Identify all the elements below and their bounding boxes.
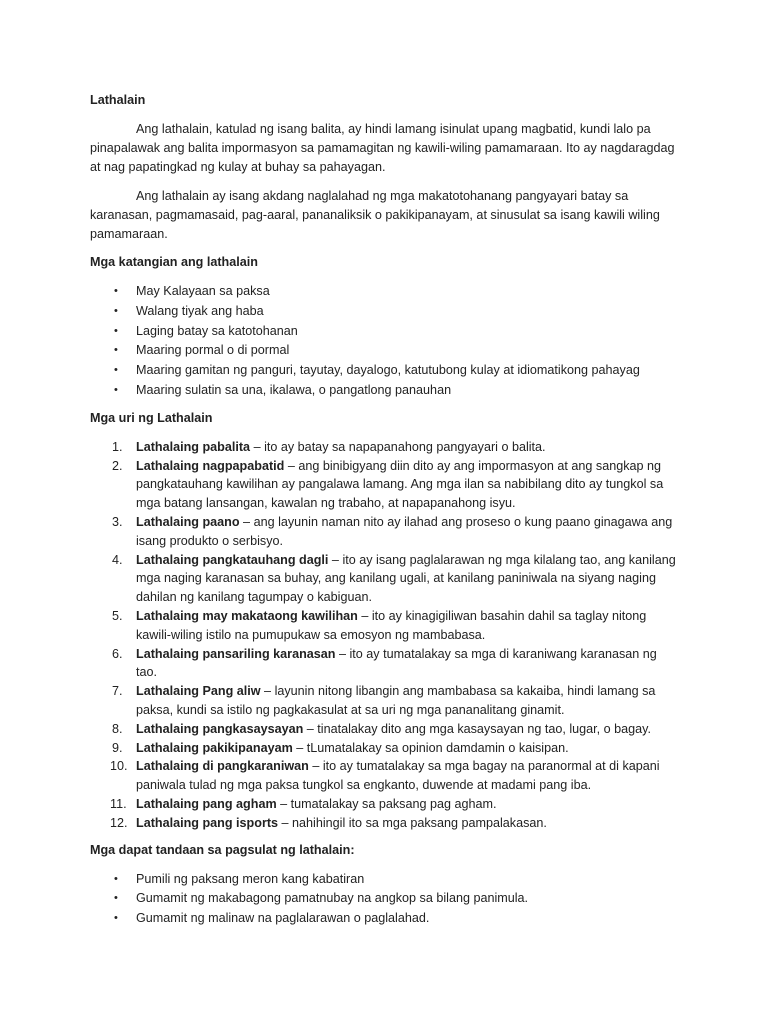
item-term: Lathalaing pangkasaysayan (136, 721, 304, 736)
item-number: 12. (110, 815, 128, 830)
item-description: – tLumatalakay sa opinion damdamin o kaisipan. (292, 740, 569, 755)
bullet-icon: • (114, 912, 118, 925)
item-number: 3. (112, 514, 123, 529)
list-item: • Maaring pormal o di pormal (114, 341, 680, 361)
item-number: 10. (110, 759, 128, 774)
bullet-icon: • (114, 285, 118, 297)
list-item: • Laging batay sa katotohanan (114, 322, 680, 342)
item-description: – ito ay kinagigiliwan basahin dahil sa taglay nitong kawili-wiling istilo na pumupukaw sa emosyon ng mambabasa. (136, 608, 647, 642)
list-item (90, 438, 680, 457)
list-item (90, 551, 680, 607)
item-term: Lathalaing di pangkaraniwan (136, 759, 309, 774)
list-item (90, 607, 680, 645)
uri-heading: Mga uri ng Lathalain (90, 410, 213, 425)
list-item (90, 645, 680, 683)
item-term: Lathalaing may makataong kawilihan (136, 608, 358, 623)
item-description: – nahihingil ito sa mga paksang pampalakasan. (278, 815, 547, 830)
list-item (90, 720, 680, 739)
item-description: – ito ay isang paglalarawan ng mga kilalang tao, ang kanilang mga naging karanasan sa buhay, ang kanilang ugali, at kanilang paniniwala na siyang naging dahilan ng kanilang tagumpay o kabiguan. (136, 552, 676, 605)
item-number: 9. (112, 740, 123, 755)
list-item (90, 739, 680, 758)
list-item (90, 682, 680, 720)
list-item (90, 757, 680, 795)
item-description: – ito ay tumatalakay sa mga di karaniwang karanasan ng tao. (136, 646, 657, 680)
item-number: 6. (112, 646, 123, 661)
item-term: Lathalaing pabalita (136, 439, 251, 454)
item-term: Lathalaing pansariling karanasan (136, 646, 336, 661)
item-term: Lathalaing paano (136, 514, 240, 529)
item-description: – ang binibigyang diin dito ay ang impormasyon at ang sangkap ng pangkatauhang kawilihan ay pangalawa lamang. Ang mga ilan sa nabibilang dito ay tungkol sa mga batang lansangan, kawalan ng trabaho, at napapanahong isyu. (136, 458, 664, 511)
item-number: 5. (112, 608, 123, 623)
tandaan-heading: Mga dapat tandaan sa pagsulat ng lathalain: (90, 842, 355, 857)
item-number: 11. (110, 796, 127, 811)
bullet-icon: • (114, 383, 118, 396)
document-title: Lathalain (90, 93, 146, 107)
item-number: 2. (112, 458, 123, 473)
item-description: – tinatalakay dito ang mga kasaysayan ng tao, lugar, o bagay. (303, 721, 652, 736)
item-description: – ito ay batay sa napapanahong pangyayari o balita. (250, 439, 546, 454)
list-item: • Gumamit ng makabagong pamatnubay na angkop sa bilang panimula. (114, 889, 680, 909)
item-number: 4. (112, 552, 123, 567)
tandaan-list (90, 870, 680, 929)
item-description: – ang layunin naman nito ay ilahad ang proseso o kung paano ginagawa ang isang produkto o serbisyo. (136, 514, 673, 548)
list-item: • Gumamit ng malinaw na paglalarawan o paglalahad. (114, 909, 680, 929)
item-term: Lathalaing pang agham (136, 796, 277, 811)
list-item: • Walang tiyak ang haba (114, 302, 680, 322)
list-item: • Maaring gamitan ng panguri, tayutay, dayalogo, katutubong kulay at idiomatikong pahayag (114, 361, 680, 381)
bullet-icon: • (114, 344, 118, 357)
list-item (90, 814, 680, 833)
list-item (90, 513, 680, 551)
bullet-icon: • (114, 324, 118, 337)
item-term: Lathalaing pang isports (136, 815, 279, 830)
item-term: Lathalaing pangkatauhang dagli (136, 552, 329, 567)
list-item (90, 795, 680, 814)
item-description: – tumatalakay sa paksang pag agham. (276, 796, 497, 811)
intro-paragraph-1: Ang lathalain, katulad ng isang balita, ay hindi lamang isinulat upang magbatid, kundi lalo pa pinapalawak ang balita impormasyon sa pamamagitan ng kawili-wiling pamamaraan. Ito ay nagdaragdag at nag papatingkad ng kulay at buhay sa pahayagan. (90, 122, 675, 174)
item-term: Lathalaing pakikipanayam (136, 740, 293, 755)
item-number: 1. (112, 439, 123, 454)
list-item: • Pumili ng paksang meron kang kabatiran (114, 870, 680, 890)
item-description: – layunin nitong libangin ang mambabasa sa kakaiba, hindi lamang sa paksa, kundi sa istilo ng pagkakasulat at sa uri ng mga pananalitang ginamit. (136, 684, 656, 717)
item-number: 8. (112, 721, 123, 736)
bullet-icon: • (114, 304, 118, 317)
katangian-heading: Mga katangian ang lathalain (90, 255, 258, 269)
item-term: Lathalaing nagpapabatid (136, 458, 285, 473)
list-item (90, 457, 680, 513)
uri-list (90, 438, 680, 833)
item-number: 7. (112, 684, 123, 699)
bullet-icon: • (114, 872, 118, 885)
katangian-list (90, 282, 680, 401)
item-term: Lathalaing Pang aliw (136, 684, 261, 699)
bullet-icon: • (114, 364, 118, 377)
bullet-icon: • (114, 892, 118, 905)
list-item: • Maaring sulatin sa una, ikalawa, o pangatlong panauhan (114, 381, 680, 401)
list-item: • May Kalayaan sa paksa (114, 282, 680, 302)
intro-paragraph-2: Ang lathalain ay isang akdang naglalahad ng mga makatotohanang pangyayari batay sa karanasan, pagmamasaid, pag-aaral, pananaliksik o pakikipanayam, at sinusulat sa isang kawili wiling pamamaraan. (90, 189, 660, 241)
item-description: – ito ay tumatalakay sa mga bagay na paranormal at di kapani paniwala tulad ng mga paksa tungkol sa engkanto, duwende at madami pang iba. (136, 759, 660, 793)
